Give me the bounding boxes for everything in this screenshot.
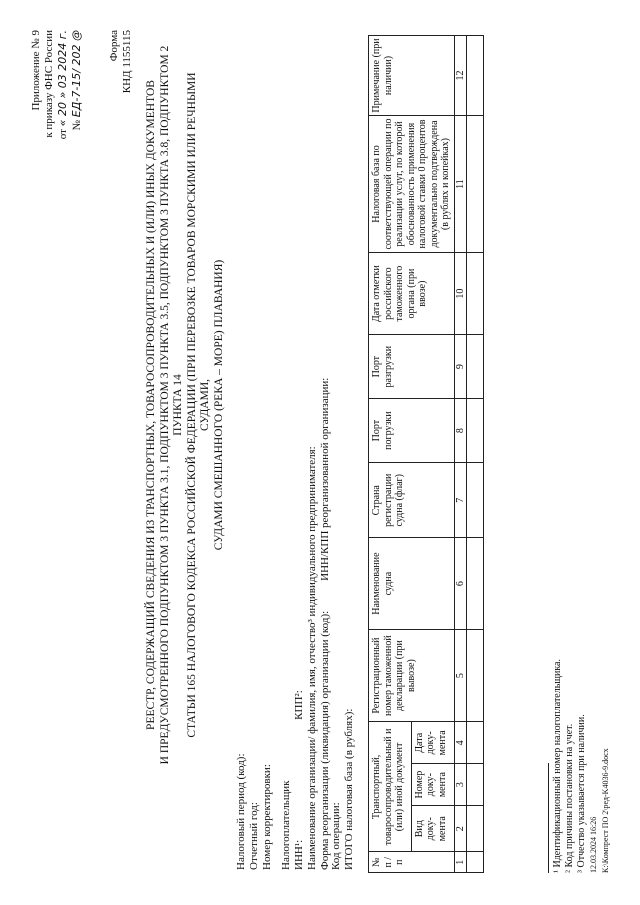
title-line-3: СТАТЬИ 165 НАЛОГОВОГО КОДЕКСА РОССИЙСКОЙ ФЕДЕРАЦИИ (ПРИ ПЕРЕВОЗКЕ ТОВАРОВ МОРСКИМИ ИЛИ РЕЧНЫМИ СУДАМИ, — [185, 72, 211, 738]
col-number: 6 — [454, 538, 467, 629]
footnote-2: ² Код причины постановки на учет. — [564, 723, 575, 873]
col-flag-header: Страна регистрации судна (флаг) — [369, 463, 455, 538]
col-declaration-header: Регистрационный номер таможенной декларации (при вывозе) — [369, 629, 455, 722]
title-line-2: И ПРЕДУСМОТРЕННОГО ПОДПУНКТОМ 3 ПУНКТА 3.1, ПОДПУНКТОМ 3 ПУНКТА 3.5, ПОДПУНКТОМ 3 ПУНКТА 3.8, ПОДПУНКТОМ 2 ПУНКТА 14 — [158, 45, 184, 765]
col-number: 12 — [454, 36, 467, 116]
col-vessel-header: Наименование судна — [369, 538, 455, 629]
file-path: К:\Компрест ПО 2\ред-K4036-9.docx — [601, 748, 610, 873]
form-header — [108, 30, 134, 93]
order-number: № ЕД-7-15/ 202 @ — [70, 30, 83, 131]
reorg-form-label: Форма реорганизации (ликвидация) организации (код): — [319, 610, 331, 870]
appendix-header — [30, 30, 84, 139]
col-number: 1 — [454, 852, 467, 873]
col-customs-mark-header: Дата отметки российского таможенного органа (при ввозе) — [369, 253, 455, 335]
col-number: 11 — [454, 116, 467, 253]
col-number: 2 — [454, 806, 467, 852]
col-port-load-header: Порт погрузки — [369, 399, 455, 463]
col-doc-date-header: Дата доку-мента — [411, 722, 454, 764]
title-line-4: СУДАМИ СМЕШАННОГО (РЕКА – МОРЕ) ПЛАВАНИЯ) — [212, 259, 225, 551]
taxpayer-label: Налогоплательщик — [280, 780, 292, 870]
document-title — [145, 45, 226, 765]
col-transport-header: Транспортный, товаросопроводительный и (или) иной документ — [369, 722, 412, 852]
col-number: 5 — [454, 629, 467, 722]
col-tax-base-header: Налоговая база по соответствующей операции по реализации услуг, по которой обоснованность применения налоговой ставки 0 процентов документально подтверждена (в рублях и копейках) — [369, 116, 455, 253]
table-row — [467, 36, 484, 873]
col-port-unload-header: Порт разгрузки — [369, 335, 455, 399]
footnote-3: ³ Отчество указывается при наличии. — [576, 714, 587, 873]
knd-code: КНД 1155115 — [121, 30, 133, 94]
order-date: от « 20 » 03 2024 г. — [56, 30, 69, 140]
column-numbers-row — [454, 36, 467, 873]
footnotes — [548, 659, 612, 873]
tax-period-label: Налоговый период (код): — [235, 753, 247, 870]
title-line-1: РЕЕСТР, СОДЕРЖАЩИЙ СВЕДЕНИЯ ИЗ ТРАНСПОРТНЫХ, ТОВАРОСОПРОВОДИТЕЛЬНЫХ И (ИЛИ) ИНЫХ ДОКУМЕНТОВ — [145, 80, 157, 730]
year-label: Отчетный год: — [248, 802, 260, 870]
registry-table — [368, 35, 484, 873]
org-name-label: Наименование организации/ фамилия, имя, отчество³ индивидуального предпринимателя: — [306, 446, 318, 870]
form-label: Форма — [108, 30, 120, 62]
appendix-label: Приложение № 9 — [30, 30, 42, 111]
footnote-1: ¹ Идентификационный номер налогоплательщика. — [552, 659, 563, 873]
op-code-label: Код операции: — [330, 802, 342, 870]
col-number: 8 — [454, 399, 467, 463]
operation-block — [330, 709, 356, 870]
col-number: 7 — [454, 463, 467, 538]
inn-label: ИНН¹: — [293, 839, 305, 870]
col-number: 10 — [454, 253, 467, 335]
inn-kpp-line — [293, 378, 306, 870]
kpp-label: КПП²: — [293, 690, 305, 720]
col-number: 3 — [454, 764, 467, 806]
col-number: 9 — [454, 335, 467, 399]
taxpayer-block — [280, 378, 332, 870]
table-header-row-1 — [369, 36, 412, 873]
file-timestamp: 12.03.2024 16:26 — [589, 816, 598, 873]
footnote-divider — [548, 763, 549, 873]
reorg-inn-label: ИНН/КПП реорганизованной организации: — [319, 377, 331, 581]
col-note-header: Примечание (при наличии) — [369, 36, 455, 116]
col-doc-number-header: Номер доку-мента — [411, 764, 454, 806]
period-block — [235, 753, 274, 870]
total-label: ИТОГО налоговая база (в рублях): — [343, 708, 355, 870]
order-line: к приказу ФНС России — [43, 30, 55, 138]
col-number: 4 — [454, 722, 467, 764]
correction-label: Номер корректировки: — [261, 764, 273, 870]
col-num-header: № п / п — [369, 852, 455, 873]
col-doc-type-header: Вид доку-мента — [411, 806, 454, 852]
